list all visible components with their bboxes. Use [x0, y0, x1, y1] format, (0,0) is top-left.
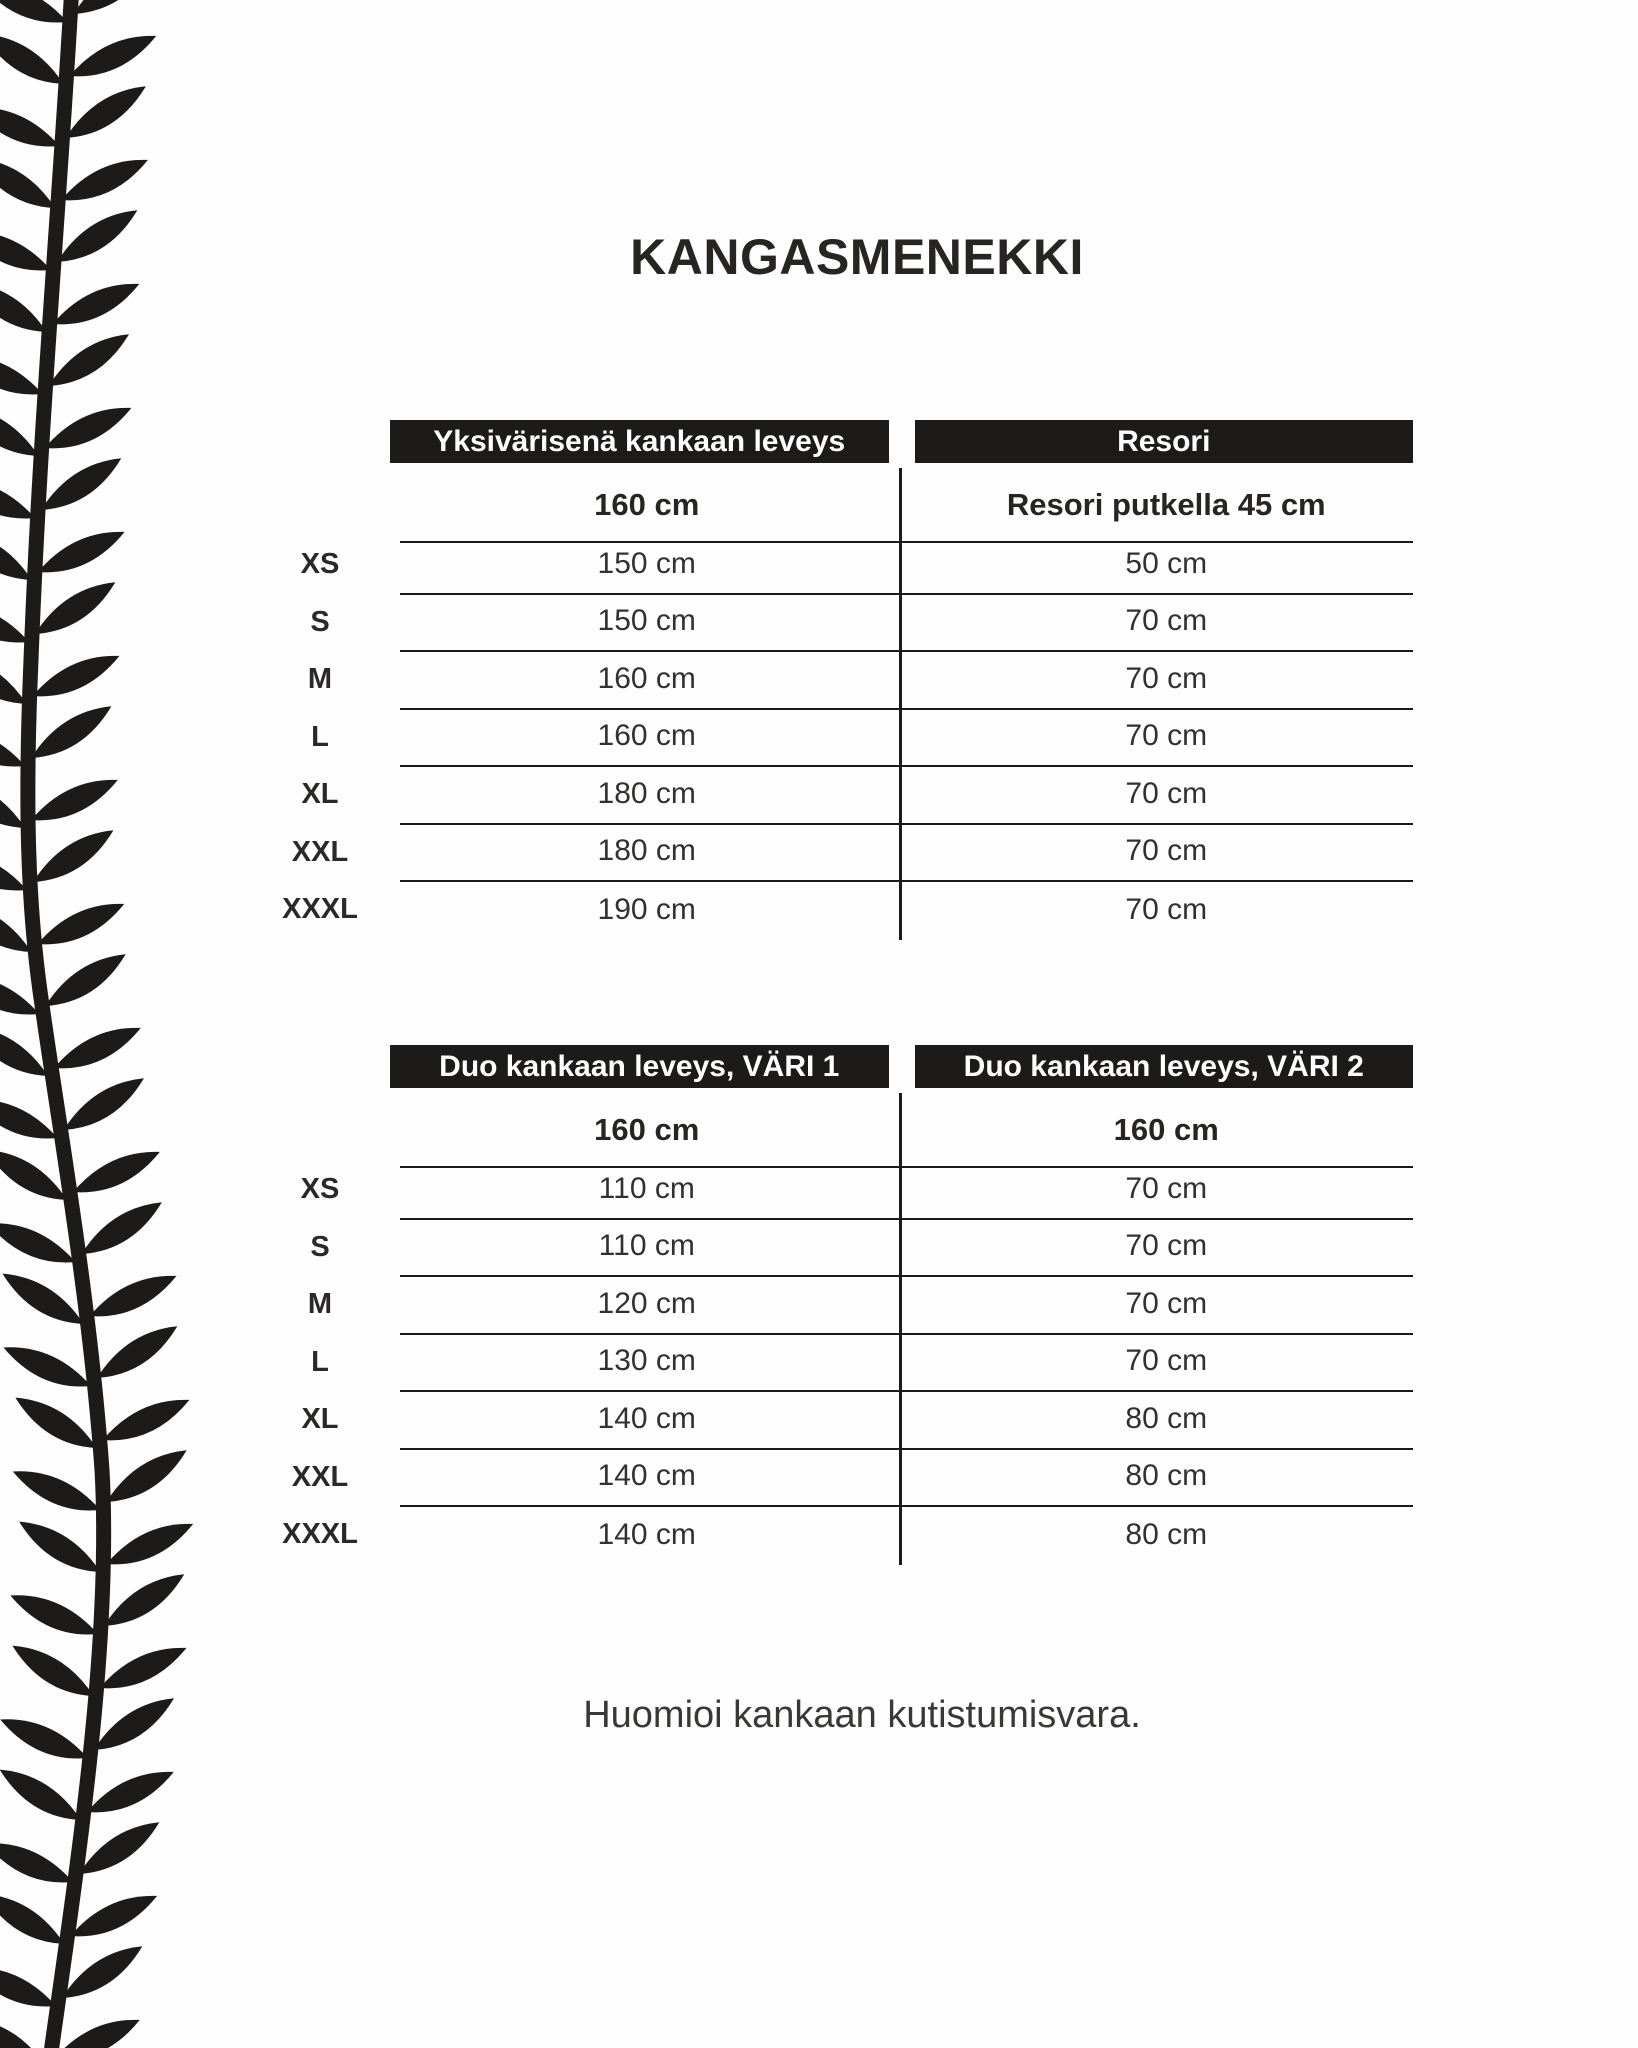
fabric-width-value: 140 cm — [597, 1401, 696, 1435]
fabric-width-value: 70 cm — [1125, 1286, 1208, 1320]
column-divider-line — [899, 1093, 902, 1565]
fabric-width-value: 110 cm — [598, 1229, 695, 1263]
fabric-width-value: 140 cm — [597, 1459, 696, 1493]
fabric-width-value: 180 cm — [597, 834, 696, 868]
table-row — [250, 1334, 1413, 1392]
leaf-vine-icon — [0, 0, 210, 2048]
page-title: KANGASMENEKKI — [630, 229, 1084, 285]
table-row — [250, 1276, 1413, 1334]
fabric-width-value: 50 cm — [1125, 546, 1208, 580]
size-label: L — [311, 1345, 329, 1378]
fabric-width-value: 70 cm — [1125, 604, 1208, 638]
fabric-width-value: 160 cm — [597, 661, 696, 695]
fabric-width-value: 70 cm — [1125, 776, 1208, 810]
size-label: XXXL — [282, 893, 358, 926]
column-header-duo-colour-1: Duo kankaan leveys, VÄRI 1 — [390, 1045, 889, 1088]
fabric-width-value: 150 cm — [597, 604, 696, 638]
table-row — [250, 1506, 1413, 1564]
fabric-consumption-table-1 — [250, 420, 1413, 939]
fabric-width-value: 110 cm — [598, 1171, 695, 1205]
fabric-width-value: 70 cm — [1125, 719, 1208, 753]
column-header-solid-fabric: Yksivärisenä kankaan leveys — [390, 420, 889, 463]
column-subheader: Resori putkella 45 cm — [1006, 486, 1326, 522]
table-subheader-row — [250, 1088, 1413, 1161]
size-label: XXXL — [282, 1518, 358, 1551]
column-subheader: 160 cm — [594, 1111, 700, 1147]
size-label: S — [310, 605, 330, 638]
fabric-width-value: 70 cm — [1125, 1344, 1208, 1378]
fabric-width-value: 160 cm — [597, 719, 696, 753]
table-row — [250, 1449, 1413, 1507]
size-label: XL — [301, 778, 339, 811]
fabric-width-value: 120 cm — [597, 1286, 696, 1320]
table-row — [250, 824, 1413, 882]
fabric-width-value: 150 cm — [597, 546, 696, 580]
table-row — [250, 536, 1413, 594]
size-label: XL — [301, 1403, 339, 1436]
fabric-width-value: 70 cm — [1125, 892, 1208, 926]
size-label: S — [310, 1230, 330, 1263]
shrinkage-note: Huomioi kankaan kutistumisvara. — [583, 1694, 1141, 1736]
fabric-width-value: 80 cm — [1125, 1401, 1208, 1435]
column-divider-line — [899, 468, 902, 940]
table-row — [250, 1161, 1413, 1219]
fabric-width-value: 140 cm — [597, 1517, 696, 1551]
table-row — [250, 1219, 1413, 1277]
table-row — [250, 766, 1413, 824]
size-label: XXL — [291, 835, 349, 868]
size-label: L — [311, 720, 329, 753]
fabric-width-value: 70 cm — [1125, 661, 1208, 695]
column-subheader: 160 cm — [1113, 1111, 1219, 1147]
fabric-width-value: 190 cm — [597, 892, 696, 926]
fabric-width-value: 80 cm — [1125, 1459, 1208, 1493]
size-label: M — [307, 1288, 333, 1321]
column-header-duo-colour-2: Duo kankaan leveys, VÄRI 2 — [915, 1045, 1414, 1088]
fabric-width-value: 70 cm — [1125, 1171, 1208, 1205]
table-subheader-row — [250, 463, 1413, 536]
fabric-width-value: 70 cm — [1125, 1229, 1208, 1263]
size-label: XS — [300, 548, 340, 581]
column-header-ribbing: Resori — [915, 420, 1414, 463]
size-label: M — [307, 663, 333, 696]
size-label: XXL — [291, 1460, 349, 1493]
table-row — [250, 594, 1413, 652]
size-label: XS — [300, 1173, 340, 1206]
table-row — [250, 651, 1413, 709]
fabric-width-value: 80 cm — [1125, 1517, 1208, 1551]
column-subheader: 160 cm — [594, 486, 700, 522]
table-row — [250, 709, 1413, 767]
fabric-width-value: 70 cm — [1125, 834, 1208, 868]
table-row — [250, 1391, 1413, 1449]
fabric-consumption-table-2 — [250, 1045, 1413, 1564]
table-row — [250, 881, 1413, 939]
fabric-width-value: 130 cm — [597, 1344, 696, 1378]
fabric-width-value: 180 cm — [597, 776, 696, 810]
